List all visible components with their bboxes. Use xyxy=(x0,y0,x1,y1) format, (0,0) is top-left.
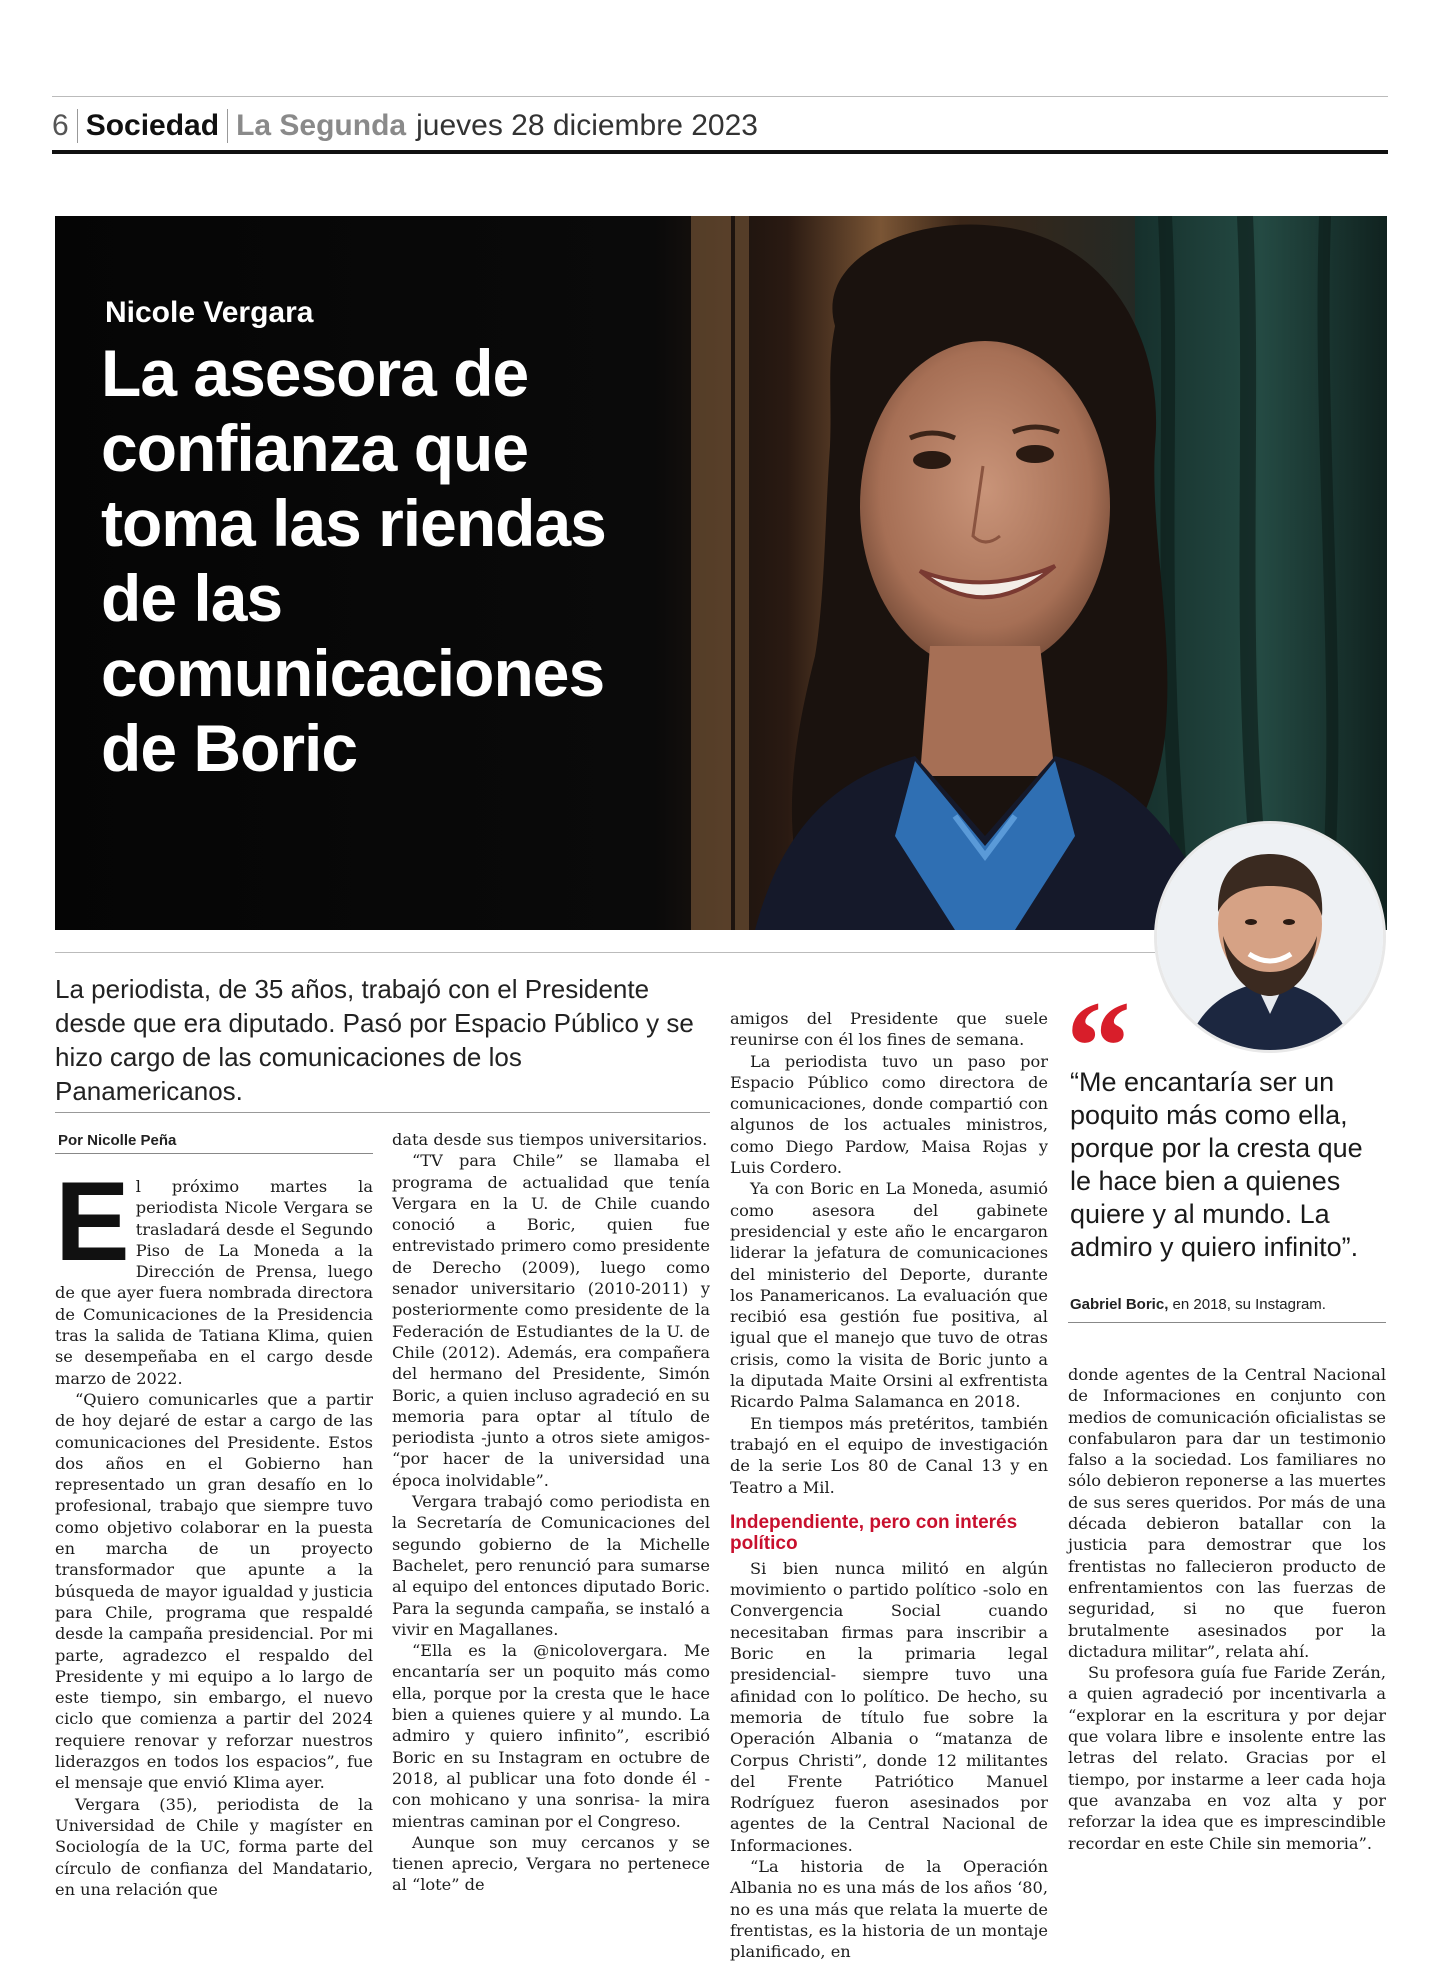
publication-name: La Segunda xyxy=(236,109,407,142)
issue-date: jueves 28 diciembre 2023 xyxy=(416,109,758,142)
body-column-4 xyxy=(1068,1364,1386,1854)
page-number: 6 xyxy=(52,109,78,143)
section-subhead: Independiente, pero con interés político xyxy=(730,1511,1018,1554)
inset-portrait-photo xyxy=(1157,824,1383,1050)
byline-rule xyxy=(55,1153,373,1154)
body-paragraph: “La historia de la Operación Albania no es una más de los años ‘80, no es una más que relata la muerte de frentistas, es la historia de un montaje planificado, en xyxy=(730,1856,1048,1962)
body-paragraph: Su profesora guía fue Faride Zerán, a quien agradeció por incentivarla a “explorar en la escritura y por dejar que volara libre e insolente entre las letras del relato. Gracias por el tiempo, por instarme a leer cada hoja que avanzaba en voz alta y por reforzar la idea que es imprescindible recordar en este Chile sin memoria”. xyxy=(1068,1663,1386,1853)
portrait-illustration xyxy=(1157,824,1383,1050)
page-header xyxy=(52,96,1388,155)
body-paragraph: La periodista tuvo un paso por Espacio Público como directora de comunicaciones, donde compartió con algunos de los actuales ministros, como Diego Pardow, Maisa Rojas y Luis Cordero. xyxy=(730,1051,1048,1178)
body-paragraph: “Quiero comunicarles que a partir de hoy dejaré de estar a cargo de las comunicaciones del Presidente. Estos dos años en el Gobierno han representado un gran desafío en lo profesional, trabajo que siempre tuvo como objetivo colaborar en la puesta en marcha de un proyecto transformador que apunte a la búsqueda de mayor igualdad y justicia para Chile, programa que respaldé desde la campaña presidencial. Por mi parte, agradezco el respaldo del Presidente y mi equipo a lo largo de este tiempo, sin embargo, el nuevo ciclo que comienza a partir del 2024 requiere renovar y reforzar nuestros liderazgos en todos los espacios”, fue el mensaje que envió Klima ayer. xyxy=(55,1389,373,1793)
quote-bottom-rule xyxy=(1068,1322,1386,1323)
quote-author: Gabriel Boric, xyxy=(1070,1296,1169,1313)
body-column-1 xyxy=(55,1159,373,1900)
pull-quote: “Me encantaría ser un poquito más como ella, porque por la cresta que le hace bien a quienes quiere y al mundo. La admiro y quiero infinito”. xyxy=(1070,1067,1363,1262)
section-name: Sociedad xyxy=(78,109,228,143)
body-paragraph: Vergara (35), periodista de la Universidad de Chile y magíster en Sociología de la UC, forma parte del círculo de confianza del Mandatario, en una relación que xyxy=(55,1794,373,1899)
quote-context: en 2018, su Instagram. xyxy=(1168,1296,1326,1313)
body-paragraph: Vergara trabajó como periodista en la Secretaría de Comunicaciones del segundo gobierno de la Michelle Bachelet, pero renunció para sumarse al equipo del entonces diputado Boric. Para la segunda campaña, se instaló a vivir en Magallanes. xyxy=(392,1492,710,1639)
body-paragraph: donde agentes de la Central Nacional de Informaciones en conjunto con medios de comunicación oficialistas se confabularon para dar un testimonio falso a la sociedad. Los familiares no sólo debieron reponerse a las muertes de sus seres queridos. Por más de una década debieron batallar con la justicia para demostrar que los frentistas no fallecieron producto de enfrentamientos con las fuerzas de seguridad, si no que fueron brutalmente asesinados por la dictadura militar”, relata ahí. xyxy=(1068,1365,1386,1661)
body-paragraph: data desde sus tiempos universitarios. xyxy=(392,1130,708,1149)
body-paragraph: “Ella es la @nicolovergara. Me encantaría ser un poquito más como ella, porque por la cresta que le hace bien a quienes quiere y al mundo. La admiro y quiero infinito”, escribió Boric en su Instagram en octubre de 2018, al publicar una foto donde él -con mohicano y una sonrisa- la mira mientras caminan por el Congreso. xyxy=(392,1641,710,1831)
body-column-2 xyxy=(392,1129,710,1896)
quote-attribution xyxy=(1070,1296,1326,1313)
body-paragraph: Aunque son muy cercanos y se tienen aprecio, Vergara no pertenece al “lote” de xyxy=(392,1832,710,1895)
body-paragraph xyxy=(55,1159,373,1389)
drop-cap: E xyxy=(55,1159,130,1284)
article-headline: La asesora de confianza que toma las riendas de las comunicaciones de Boric xyxy=(101,336,606,785)
header-row xyxy=(52,103,758,149)
article-kicker: Nicole Vergara xyxy=(105,296,314,329)
body-column-3 xyxy=(730,1008,1048,1962)
body-paragraph: “TV para Chile” se llamaba el programa de actualidad que tenía Vergara en la U. de Chile cuando conoció a Boric, quien fue entrevistado primero como presidente de Derecho (2009), luego como senador universitario (2010-2011) y posteriormente como presidente de la Federación de Estudiantes de la U. de Chile (2012). Además, era compañera del hermano del Presidente, Simón Boric, a quien incluso agradeció en su memoria para optar al título de periodista -junto a otros siete amigos- “por hacer de la universidad una época inolvidable”. xyxy=(392,1151,710,1490)
body-paragraph: En tiempos más pretéritos, también trabajó en el equipo de investigación de la serie Los 80 de Canal 13 y en Teatro a Mil. xyxy=(730,1413,1048,1497)
paragraph-text: l próximo martes la periodista Nicole Vergara se trasladará desde el Segundo Piso de La Moneda a la Dirección de Prensa, luego de que ayer fuera nombrada directora de Comunicaciones de la Presidencia tras la salida de Tatiana Klima, quien se desempeñaba en el cargo desde marzo de 2022. xyxy=(55,1177,373,1388)
hero-banner xyxy=(55,216,1387,930)
body-paragraph: amigos del Presidente que suele reunirse con él los fines de semana. xyxy=(730,1009,1048,1050)
body-paragraph: Ya con Boric en La Moneda, asumió como asesora del gabinete presidencial y este año le encargaron liderar la jefatura de comunicaciones del ministerio del Deporte, durante los Panamericanos. La evaluación que recibió esa gestión fue positiva, al igual que el manejo que tuvo de otras crisis, como la visita de Boric junto a la diputada Maite Orsini al exfrentista Ricardo Palma Salamanca en 2018. xyxy=(730,1179,1048,1412)
article-lede: La periodista, de 35 años, trabajó con el Presidente desde que era diputado. Pasó por Espacio Público y se hizo cargo de las comunicaciones de los Panamericanos. xyxy=(55,974,694,1106)
lede-top-rule xyxy=(55,952,1155,953)
quote-mark-icon: “ xyxy=(1066,975,1131,1119)
body-paragraph: Si bien nunca militó en algún movimiento o partido político -solo en Convergencia Social cuando necesitaban firmas para inscribir a Boric en la primaria legal presidencial- siempre tuvo una afinidad con lo político. De hecho, su memoria de título fue sobre la Operación Albania o “matanza de Corpus Christi”, donde 12 militantes del Frente Patriótico Manuel Rodríguez fueron asesinados por agentes de la Central Nacional de Informaciones. xyxy=(730,1558,1048,1855)
byline: Por Nicolle Peña xyxy=(58,1132,177,1149)
lede-bottom-rule xyxy=(55,1112,710,1113)
header-rule xyxy=(52,150,1388,154)
